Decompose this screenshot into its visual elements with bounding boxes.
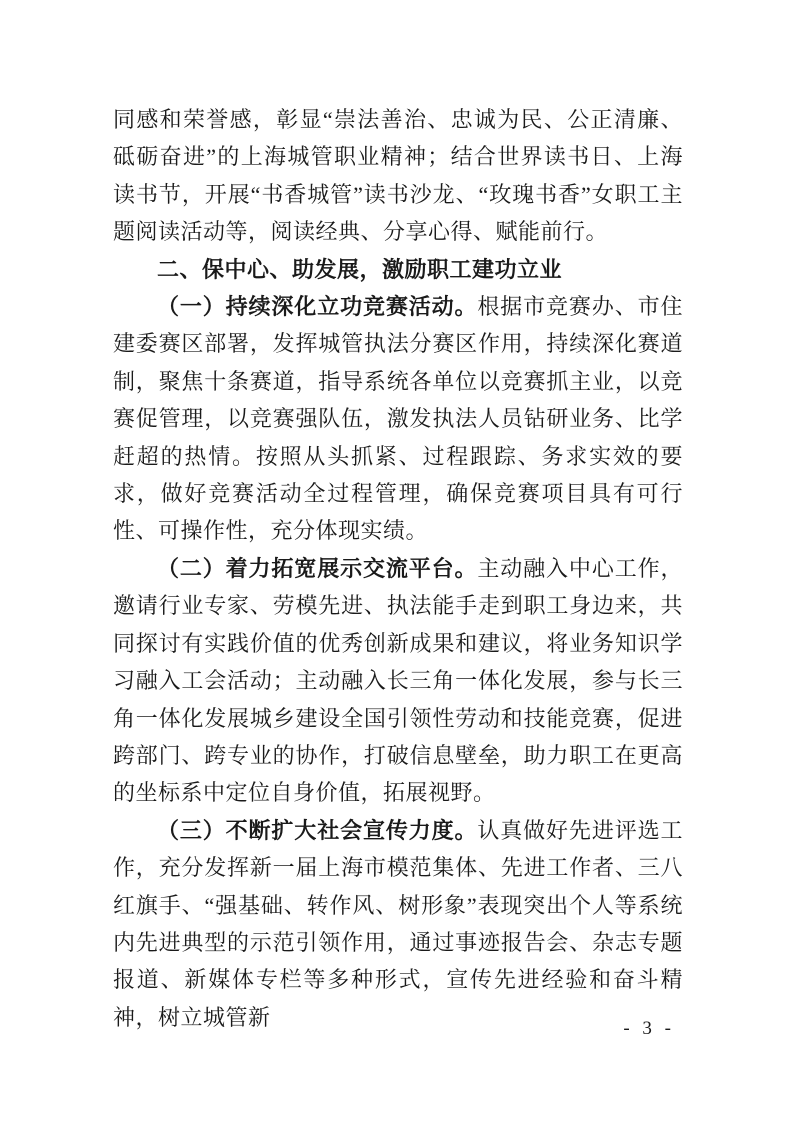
section-heading: 二、保中心、助发展，激励职工建功立业 — [157, 256, 563, 282]
continuation-paragraph: 同感和荣誉感，彰显“崇法善治、忠诚为民、公正清廉、砥砺奋进”的上海城管职业精神；结合世界读书日、上海读书节，开展“书香城管”读书沙龙、“玫瑰书香”女职工主题阅读活动等，阅读经典、分享心得、赋能前行。 — [113, 107, 683, 245]
document-body — [113, 101, 683, 1036]
paragraph-3-text: 认真做好先进评选工作，充分发挥新一届上海市模范集体、先进工作者、三八红旗手、“强基础、转作风、树形象”表现突出个人等系统内先进典型的示范引领作用，通过事迹报告会、杂志专题报道、新媒体专栏等多种形式，宣传先进经验和奋斗精神，树立城管新 — [113, 817, 683, 1030]
paragraph-item-1 — [113, 288, 683, 550]
paragraph-2-lead: （二）着力拓宽展示交流平台。 — [157, 555, 478, 581]
paragraph-1-lead: （一）持续深化立功竞赛活动。 — [157, 294, 478, 320]
paragraph-item-3 — [113, 812, 683, 1036]
paragraph-2-text: 主动融入中心工作，邀请行业专家、劳模先进、执法能手走到职工身边来，共同探讨有实践价值的优秀创新成果和建议，将业务知识学习融入工会活动；主动融入长三角一体化发展，参与长三角一体化发展城乡建设全国引领性劳动和技能竞赛，促进跨部门、跨专业的协作，打破信息壁垒，助力职工在更高的坐标系中定位自身价值，拓展视野。 — [113, 555, 683, 806]
paragraph-3-lead: （三）不断扩大社会宣传力度。 — [157, 817, 478, 843]
paragraph-item-2 — [113, 550, 683, 812]
paragraph-1-text: 根据市竞赛办、市住建委赛区部署，发挥城管执法分赛区作用，持续深化赛道制，聚焦十条赛道，指导系统各单位以竞赛抓主业，以竞赛促管理，以竞赛强队伍，激发执法人员钻研业务、比学赶超的热情。按照从头抓紧、过程跟踪、务求实效的要求，做好竞赛活动全过程管理，确保竞赛项目具有可行性、可操作性，充分体现实绩。 — [113, 294, 683, 544]
page-number: - 3 - — [623, 1018, 675, 1039]
